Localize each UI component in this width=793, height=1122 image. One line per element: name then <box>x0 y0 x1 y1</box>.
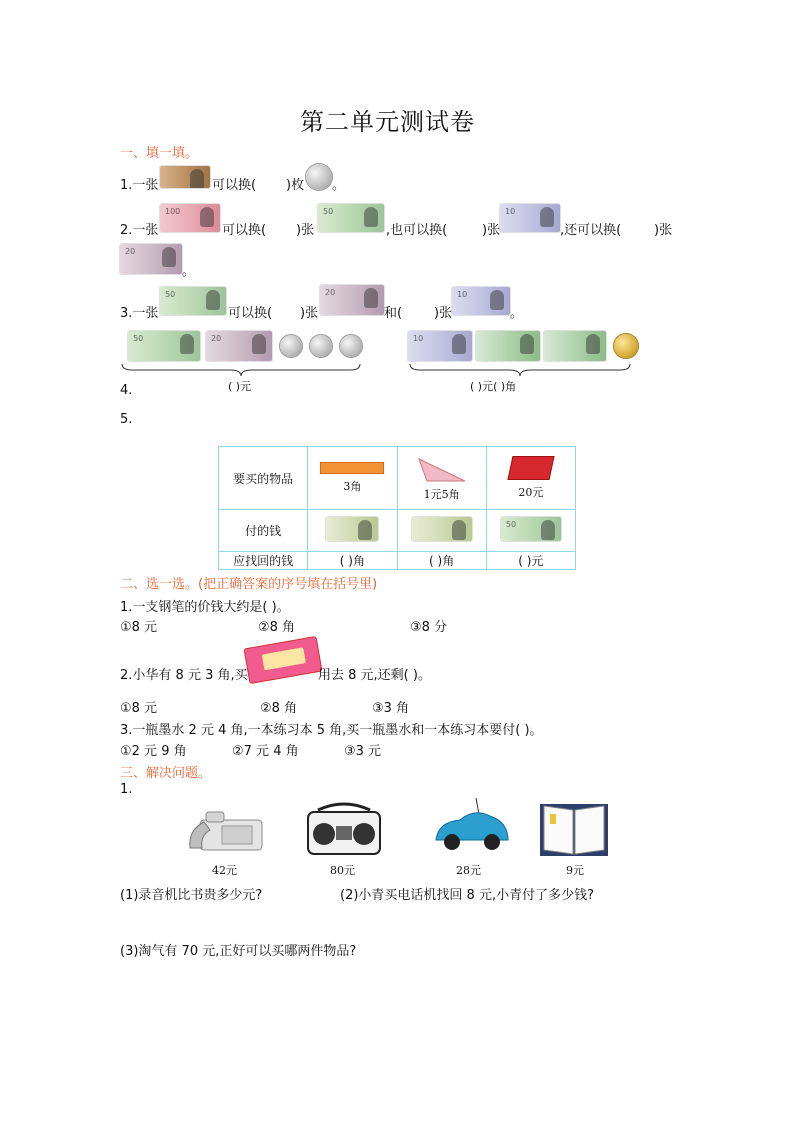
toy-car-image <box>430 794 514 858</box>
q1-prefix: 1.一张 <box>120 178 159 193</box>
q2-mid3: ,还可以换( <box>560 223 622 238</box>
section-1-heading: 一、填一填。 <box>120 146 199 161</box>
jiao-coin-image <box>280 335 302 357</box>
q2-mid3b: )张 <box>654 223 673 238</box>
paid-cell-3 <box>486 510 575 552</box>
gold-coin-image <box>614 334 638 358</box>
twenty-yuan-note-image: 20 <box>120 244 182 274</box>
ten-yuan-note-image: 10 <box>452 287 510 315</box>
q4-number: 4. <box>120 383 133 398</box>
paid-cell-2 <box>397 510 486 552</box>
section-2-heading: 二、选一选。(把正确答案的序号填在括号里) <box>120 577 378 592</box>
ruler-image <box>320 462 384 474</box>
q3-mid2b: )张 <box>434 306 453 321</box>
q4-left-answer: ( )元 <box>228 380 252 393</box>
triangle-cell <box>397 447 486 510</box>
q3-mid2: 和( <box>384 306 403 321</box>
q3-mid1: 可以换( <box>228 306 273 321</box>
jiao-coin-image <box>310 335 332 357</box>
q3-prefix: 3.一张 <box>120 306 159 321</box>
s2-q3-option-2: ②7 元 4 角 <box>232 744 299 759</box>
s2-q2-text-2: 用去 8 元,还剩( )。 <box>318 668 431 683</box>
two-one-yuan-notes-image <box>412 517 472 541</box>
s2-q2-option-1: ①8 元 <box>120 701 158 716</box>
row-label-paid: 付的钱 <box>219 510 308 552</box>
q3-end: 。 <box>510 306 524 321</box>
s2-q2-option-2: ②8 角 <box>260 701 298 716</box>
q1-mid2: )枚 <box>286 178 305 193</box>
q2-mid1: 可以换( <box>222 223 267 238</box>
price-telephone: 42元 <box>212 864 237 877</box>
paid-cell-1 <box>308 510 397 552</box>
ten-yuan-note-image: 10 <box>500 204 560 232</box>
one-yuan-note-image <box>326 517 378 541</box>
q2-end: 。 <box>182 264 196 279</box>
radio-cassette-image <box>302 800 386 858</box>
twenty-yuan-note-image: 20 <box>206 331 272 361</box>
left-brace <box>120 362 362 378</box>
fifty-yuan-note-image: 50 <box>128 331 200 361</box>
s3-q1-number: 1. <box>120 782 133 797</box>
row-label-change: 应找回的钱 <box>219 552 308 570</box>
q2-mid2b: )张 <box>482 223 501 238</box>
fifty-yuan-note-image: 50 <box>160 287 226 315</box>
price-radio: 80元 <box>330 864 355 877</box>
jiao-coin-image <box>340 335 362 357</box>
price-car: 28元 <box>456 864 481 877</box>
change-cell-3[interactable]: ( )元 <box>486 552 575 570</box>
price-book: 20元 <box>518 486 544 499</box>
section-3-heading: 三、解决问题。 <box>120 766 212 781</box>
q1-end: 。 <box>332 178 346 193</box>
q1-mid: 可以换( <box>212 178 257 193</box>
one-yuan-note-image <box>160 166 210 188</box>
change-cell-1[interactable]: ( )角 <box>308 552 397 570</box>
s2-q2-text-1: 2.小华有 8 元 3 角,买 <box>120 668 248 683</box>
fifty-yuan-note-image: 50 <box>501 517 561 541</box>
page-title: 第二单元测试卷 <box>300 108 475 136</box>
s2-q3-option-1: ①2 元 9 角 <box>120 744 187 759</box>
q5-number: 5. <box>120 412 133 427</box>
change-cell-2[interactable]: ( )角 <box>397 552 486 570</box>
s3-sub-question-3: (3)淘气有 70 元,正好可以买哪两件物品? <box>120 944 357 959</box>
price-book-item: 9元 <box>566 864 584 877</box>
fifty-yuan-note-image: 50 <box>318 204 384 232</box>
q4-right-answer: ( )元( )角 <box>470 380 517 393</box>
five-jiao-note-image <box>476 331 540 361</box>
five-jiao-note-image <box>544 331 606 361</box>
s2-q2-option-3: ③3 角 <box>372 701 410 716</box>
q2-prefix: 2.一张 <box>120 223 159 238</box>
pencil-case-image <box>243 636 322 684</box>
s2-q1-option-2: ②8 角 <box>258 620 296 635</box>
s2-q3-text: 3.一瓶墨水 2 元 4 角,一本练习本 5 角,买一瓶墨水和一本练习本要付( )。 <box>120 723 543 738</box>
q2-mid2: ,也可以换( <box>386 223 448 238</box>
twenty-yuan-note-image: 20 <box>320 285 384 315</box>
right-brace <box>408 362 632 378</box>
price-set-square: 1元5角 <box>423 487 460 501</box>
q2-mid1b: )张 <box>296 223 315 238</box>
book-image <box>538 800 610 858</box>
ten-yuan-note-image: 10 <box>408 331 472 361</box>
hundred-yuan-note-image: 100 <box>160 204 220 232</box>
red-book-image <box>507 456 554 480</box>
telephone-image <box>186 800 266 856</box>
s2-q3-option-3: ③3 元 <box>344 744 382 759</box>
s3-sub-question-2: (2)小青买电话机找回 8 元,小青付了多少钱? <box>340 888 594 903</box>
s3-sub-question-1: (1)录音机比书贵多少元? <box>120 888 263 903</box>
s2-q1-text: 1.一支钢笔的价钱大约是( )。 <box>120 600 290 615</box>
set-square-image <box>415 455 469 483</box>
q5-table <box>218 446 576 570</box>
book-cell <box>486 447 575 510</box>
jiao-coin-image <box>306 164 332 190</box>
q3-mid1b: )张 <box>300 306 319 321</box>
s2-q1-option-1: ①8 元 <box>120 620 158 635</box>
s2-q1-option-3: ③8 分 <box>410 620 448 635</box>
row-label-item: 要买的物品 <box>219 447 308 510</box>
price-ruler: 3角 <box>343 480 362 493</box>
ruler-cell <box>308 447 397 510</box>
